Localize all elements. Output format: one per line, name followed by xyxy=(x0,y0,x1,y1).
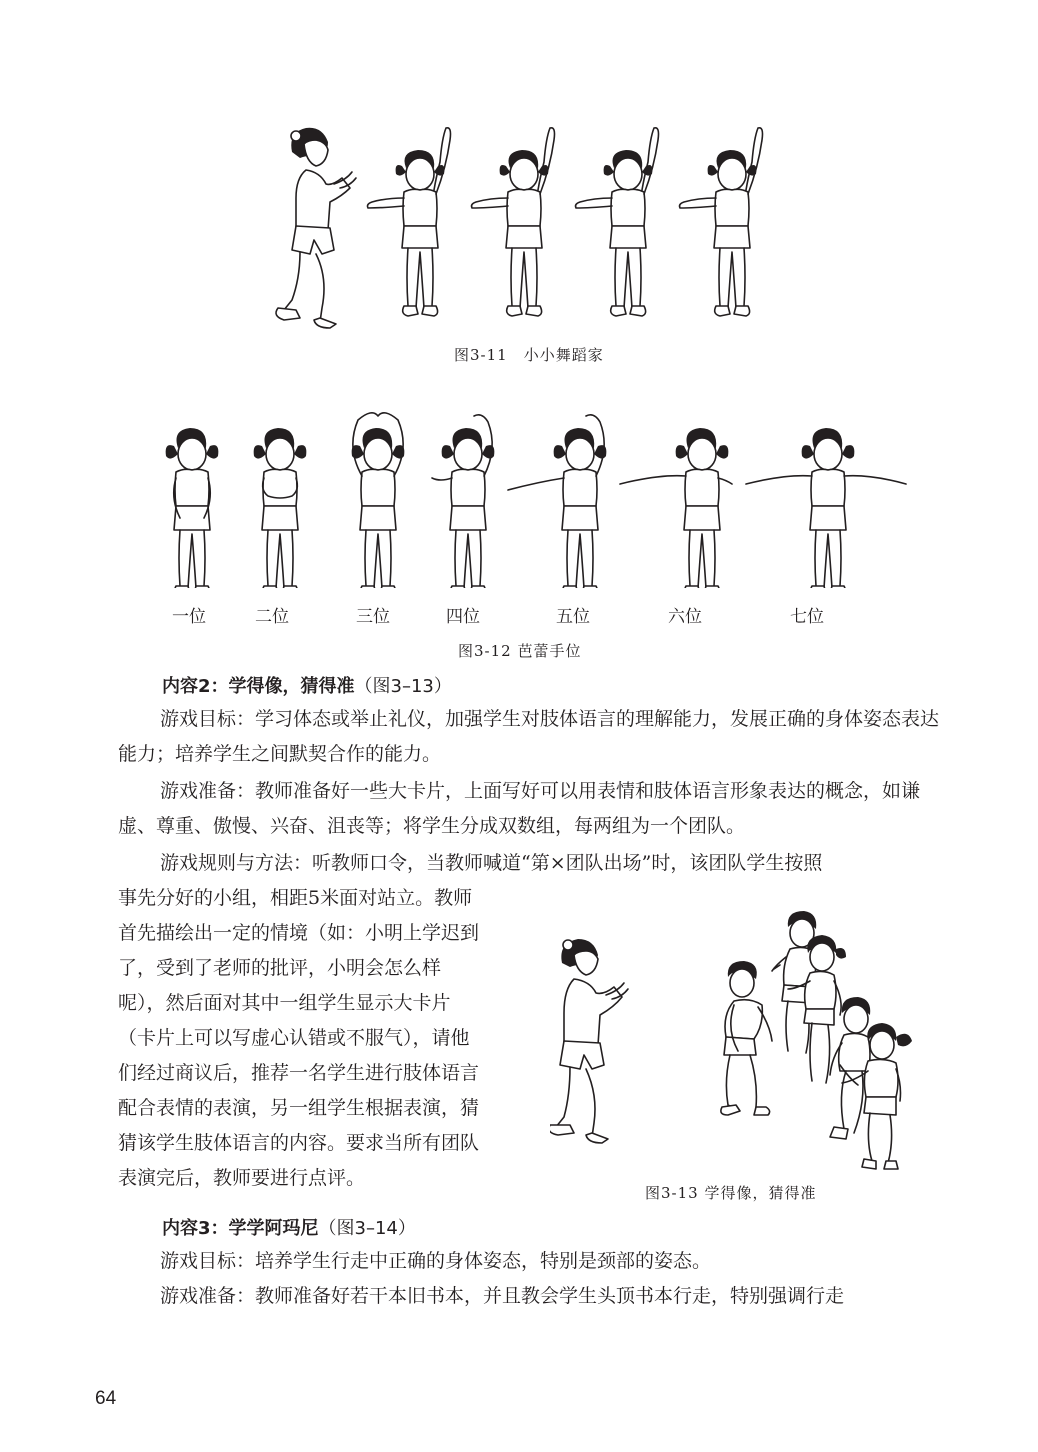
ballet-position-6-figure xyxy=(620,428,732,588)
rules-line: 猜该学生肢体语言的内容。要求当所有团队 xyxy=(118,1132,480,1154)
page-number: 64 xyxy=(95,1388,117,1409)
figure-3-12-caption: 图3-12 芭蕾手位 xyxy=(458,642,582,660)
rules-line: （卡片上可以写虚心认错或不服气），请他 xyxy=(118,1027,470,1049)
ballet-position-7-figure xyxy=(746,428,906,588)
rules-line: 配合表情的表演，另一组学生根据表演，猜 xyxy=(118,1097,480,1119)
ballet-position-label: 二位 xyxy=(255,607,289,627)
dancing-girl xyxy=(680,128,763,316)
figure-3-11-caption: 图3-11 小小舞蹈家 xyxy=(454,346,604,364)
boy-right-figure xyxy=(830,997,870,1139)
ballet-position-label: 七位 xyxy=(790,607,824,627)
rules-line: 事先分好的小组，相距5米面对站立。教师 xyxy=(118,887,473,909)
ballet-position-2-figure xyxy=(254,428,307,588)
section-2-rules-first-line: 游戏规则与方法：听教师口令，当教师喊道“第×团队出场”时，该团队学生按照 xyxy=(160,852,823,874)
section-2-heading: 内容2：学得像，猜得准（图3–13） xyxy=(162,676,452,697)
section-2-goal-paragraph: 游戏目标：学习体态或举止礼仪，加强学生对肢体语言的理解能力，发展正确的身体姿态表达能力；培养学生之间默契合作的能力。 xyxy=(118,708,940,765)
dancing-girl xyxy=(472,128,555,316)
ballet-position-1-figure xyxy=(166,428,219,588)
ballet-position-label: 一位 xyxy=(172,607,206,627)
rules-line: 表演完后，教师要进行点评。 xyxy=(118,1167,366,1189)
section-3-prep-paragraph: 游戏准备：教师准备好若干本旧书本，并且教会学生头顶书本行走，特别强调行走 xyxy=(160,1285,845,1307)
dancing-girl xyxy=(368,128,451,316)
ballet-position-label: 五位 xyxy=(556,607,590,627)
rules-line: 首先描绘出一定的情境（如：小明上学迟到 xyxy=(118,922,480,944)
teacher-clapping-figure xyxy=(276,128,356,328)
ballet-position-5-figure xyxy=(508,415,606,588)
ballet-position-label: 四位 xyxy=(446,607,480,627)
figure-3-12-illustration xyxy=(150,388,910,588)
figure-3-11-illustration xyxy=(270,118,790,338)
rules-line: 呢），然后面对其中一组学生显示大卡片 xyxy=(118,992,451,1014)
teacher-figure xyxy=(550,939,628,1143)
section-3-heading: 内容3：学学阿玛尼（图3–14） xyxy=(162,1218,416,1239)
rules-line: 们经过商议后，推荐一名学生进行肢体语言 xyxy=(118,1062,480,1084)
ballet-position-label: 三位 xyxy=(356,607,390,627)
dancing-girl xyxy=(576,128,659,316)
figure-3-13-caption: 图3-13 学得像，猜得准 xyxy=(645,1184,817,1202)
section-2-prep-paragraph: 游戏准备：教师准备好一些大卡片，上面写好可以用表情和肢体语言形象表达的概念，如谦虚、尊重、傲慢、兴奋、沮丧等；将学生分成双数组，每两组为一个团队。 xyxy=(118,780,921,837)
figure-3-13-illustration xyxy=(550,905,930,1175)
ballet-position-3-figure xyxy=(352,413,405,588)
rules-line: 了，受到了老师的批评，小明会怎么样 xyxy=(118,957,442,979)
ballet-position-4-figure xyxy=(432,415,494,588)
boy-bending-figure xyxy=(721,961,772,1115)
section-3-goal-paragraph: 游戏目标：培养学生行走中正确的身体姿态，特别是颈部的姿态。 xyxy=(160,1250,712,1272)
ballet-position-label: 六位 xyxy=(668,607,702,627)
